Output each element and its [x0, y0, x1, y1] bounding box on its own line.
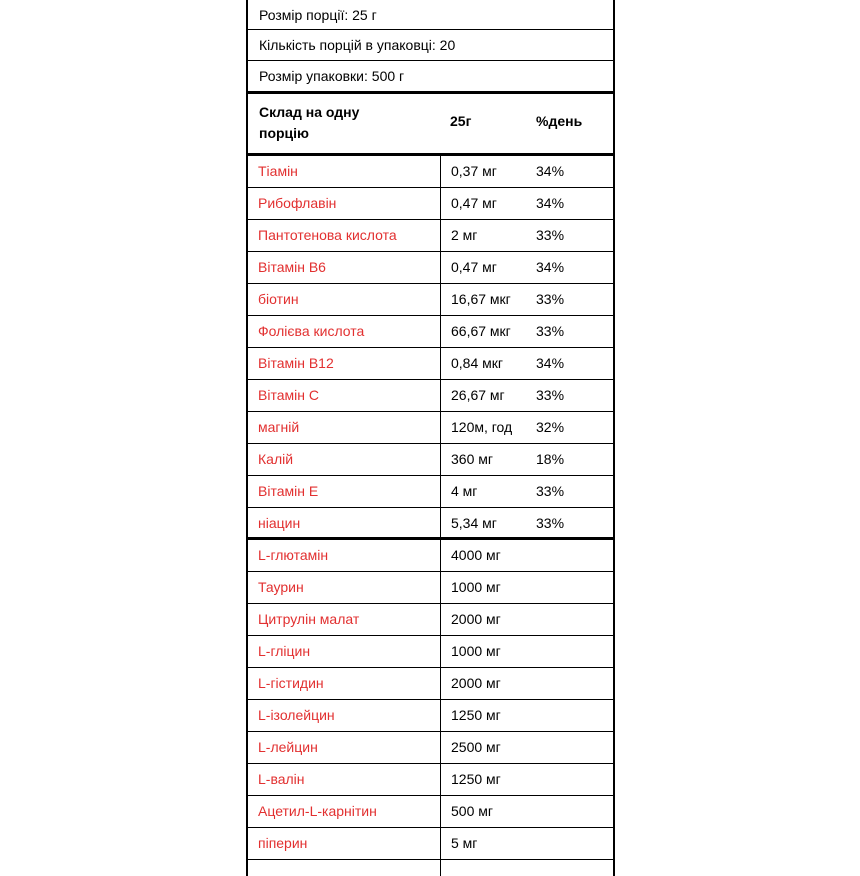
- header-composition: Склад на одну порцію: [259, 104, 360, 141]
- ingredient-amount: 4000 мг: [451, 547, 501, 563]
- ingredient-amount: 0,47 мг: [451, 195, 497, 211]
- table-row: [248, 380, 613, 412]
- daily-value-percent: 33%: [536, 227, 565, 243]
- table-row: [248, 796, 613, 828]
- daily-value-percent: 33%: [536, 515, 565, 531]
- table-row: [248, 668, 613, 700]
- table-header: [248, 94, 613, 156]
- ingredient-name: ніацин: [258, 515, 301, 531]
- ingredient-amount: 120м, год: [451, 419, 513, 435]
- table-row: [248, 220, 613, 252]
- table-row: [248, 764, 613, 796]
- table-row: [248, 316, 613, 348]
- ingredient-name: Цитрулін малат: [258, 611, 360, 627]
- daily-value-percent: 18%: [536, 451, 565, 467]
- ingredient-amount: 1000 мг: [451, 579, 501, 595]
- daily-value-percent: 34%: [536, 355, 565, 371]
- daily-value-percent: 33%: [536, 291, 565, 307]
- table-row: [248, 156, 613, 188]
- ingredient-amount: 5 мг: [451, 835, 478, 851]
- ingredient-amount: 1250 мг: [451, 771, 501, 787]
- table-row: [248, 700, 613, 732]
- header-amount: 25г: [450, 113, 472, 129]
- ingredient-name: Фолієва кислота: [258, 323, 365, 339]
- column-divider: [440, 156, 441, 876]
- ingredient-name: Вітамін B6: [258, 259, 326, 275]
- ingredient-amount: 16,67 мкг: [451, 291, 511, 307]
- ingredient-amount: 2000 мг: [451, 611, 501, 627]
- ingredient-name: піперин: [258, 835, 308, 851]
- ingredient-name: L-ізолейцин: [258, 707, 335, 723]
- ingredient-name: L-валін: [258, 771, 305, 787]
- daily-value-percent: 32%: [536, 419, 565, 435]
- ingredient-amount: 1000 мг: [451, 643, 501, 659]
- table-row: [248, 284, 613, 316]
- nutrient-table: [248, 156, 613, 860]
- ingredient-amount: 2500 мг: [451, 739, 501, 755]
- daily-value-percent: 33%: [536, 483, 565, 499]
- ingredient-name: Ацетил-L-карнітин: [258, 803, 377, 819]
- ingredient-amount: 2000 мг: [451, 675, 501, 691]
- ingredient-name: L-гліцин: [258, 643, 311, 659]
- table-row: [248, 188, 613, 220]
- table-row: [248, 636, 613, 668]
- serving-size: Розмір порції: 25 г: [248, 0, 613, 30]
- nutrition-facts-panel: [246, 0, 615, 876]
- ingredient-name: Вітамін E: [258, 483, 319, 499]
- ingredient-name: магній: [258, 419, 300, 435]
- ingredient-name: Рибофлавін: [258, 195, 337, 211]
- table-row: [248, 828, 613, 860]
- ingredient-amount: 5,34 мг: [451, 515, 497, 531]
- table-row: [248, 252, 613, 284]
- ingredient-name: Калій: [258, 451, 294, 467]
- ingredient-amount: 0,37 мг: [451, 163, 497, 179]
- ingredient-amount: 4 мг: [451, 483, 478, 499]
- ingredient-name: Вітамін C: [258, 387, 319, 403]
- header-daily-value: %день: [536, 113, 583, 129]
- ingredient-amount: 66,67 мкг: [451, 323, 511, 339]
- ingredient-amount: 0,47 мг: [451, 259, 497, 275]
- ingredient-amount: 1250 мг: [451, 707, 501, 723]
- table-row: [248, 444, 613, 476]
- ingredient-amount: 0,84 мкг: [451, 355, 503, 371]
- servings-per-pack: Кількість порцій в упаковці: 20: [248, 30, 613, 61]
- ingredient-name: біотин: [258, 291, 299, 307]
- ingredient-name: L-лейцин: [258, 739, 318, 755]
- ingredient-amount: 2 мг: [451, 227, 478, 243]
- table-row: [248, 572, 613, 604]
- table-row: [248, 508, 613, 540]
- ingredient-name: Таурин: [258, 579, 304, 595]
- ingredient-name: Тіамін: [258, 163, 298, 179]
- daily-value-percent: 34%: [536, 163, 565, 179]
- table-row: [248, 604, 613, 636]
- table-row: [248, 540, 613, 572]
- table-row: [248, 412, 613, 444]
- daily-value-percent: 34%: [536, 259, 565, 275]
- daily-value-percent: 33%: [536, 387, 565, 403]
- ingredient-name: L-гістидин: [258, 675, 324, 691]
- table-row: [248, 732, 613, 764]
- ingredient-amount: 500 мг: [451, 803, 493, 819]
- pack-size: Розмір упаковки: 500 г: [248, 61, 613, 94]
- ingredient-name: Вітамін B12: [258, 355, 334, 371]
- daily-value-percent: 34%: [536, 195, 565, 211]
- ingredient-amount: 26,67 мг: [451, 387, 505, 403]
- ingredient-amount: 360 мг: [451, 451, 493, 467]
- ingredient-name: Пантотенова кислота: [258, 227, 397, 243]
- table-row: [248, 348, 613, 380]
- table-row: [248, 476, 613, 508]
- ingredient-name: L-глютамін: [258, 547, 329, 563]
- daily-value-percent: 33%: [536, 323, 565, 339]
